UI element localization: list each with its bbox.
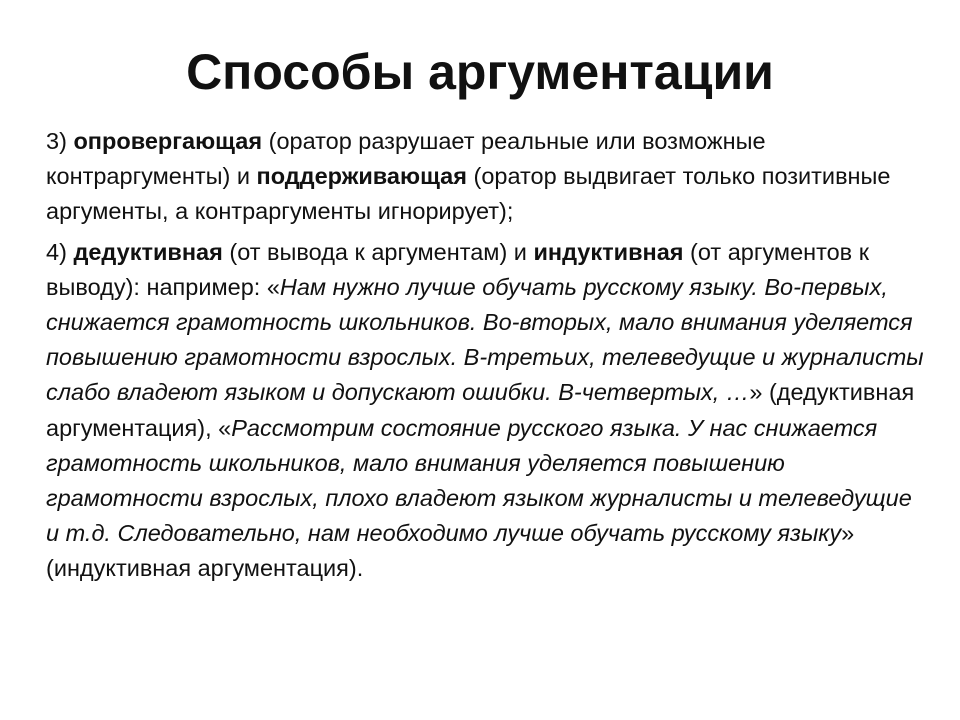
p4-text-5: » (индуктивная аргументация).	[46, 520, 855, 582]
p4-term-deductive: дедуктивная	[73, 238, 223, 265]
p3-term-refuting: опровергающая	[73, 128, 263, 154]
p4-text-2: (от вывода к аргументам) и	[222, 238, 534, 265]
p4-term-inductive: индуктивная	[533, 238, 684, 265]
p4-example-deductive: Нам нужно лучше обучать русскому языку. Во-первых, снижается грамотность школьников. Во-вторых, мало внимания уделяется повышению грамотности взрослых. В-третьих, телеведущие и журналисты слабо владеют языком и допускают ошибки. В-четвертых, …	[46, 273, 924, 406]
paragraph-3	[46, 124, 926, 230]
p3-term-supporting: поддерживающая	[256, 163, 467, 190]
slide-body	[46, 124, 926, 592]
p3-text-1: 3)	[46, 128, 74, 154]
p3-text-3: (оратор выдвигает только позитивные аргументы, а контраргументы игнорирует);	[46, 163, 891, 225]
slide-title: Способы аргументации	[186, 44, 774, 100]
p4-example-inductive: Рассмотрим состояние русского языка. У нас снижается грамотность школьников, мало внимания уделяется повышению грамотности взрослых, плохо владеют языком журналисты и телеведущие и т.д. Следовательно, нам необходимо лучше обучать русскому языку	[46, 414, 912, 547]
p3-text-2: (оратор разрушает реальные или возможные контраргументы) и	[46, 128, 766, 190]
paragraph-4	[46, 235, 926, 587]
p4-text-4: » (дедуктивная аргументация), «	[46, 379, 915, 441]
p4-text-3: (от аргументов к выводу): например: «	[46, 238, 869, 300]
p4-text-1: 4)	[46, 238, 74, 265]
